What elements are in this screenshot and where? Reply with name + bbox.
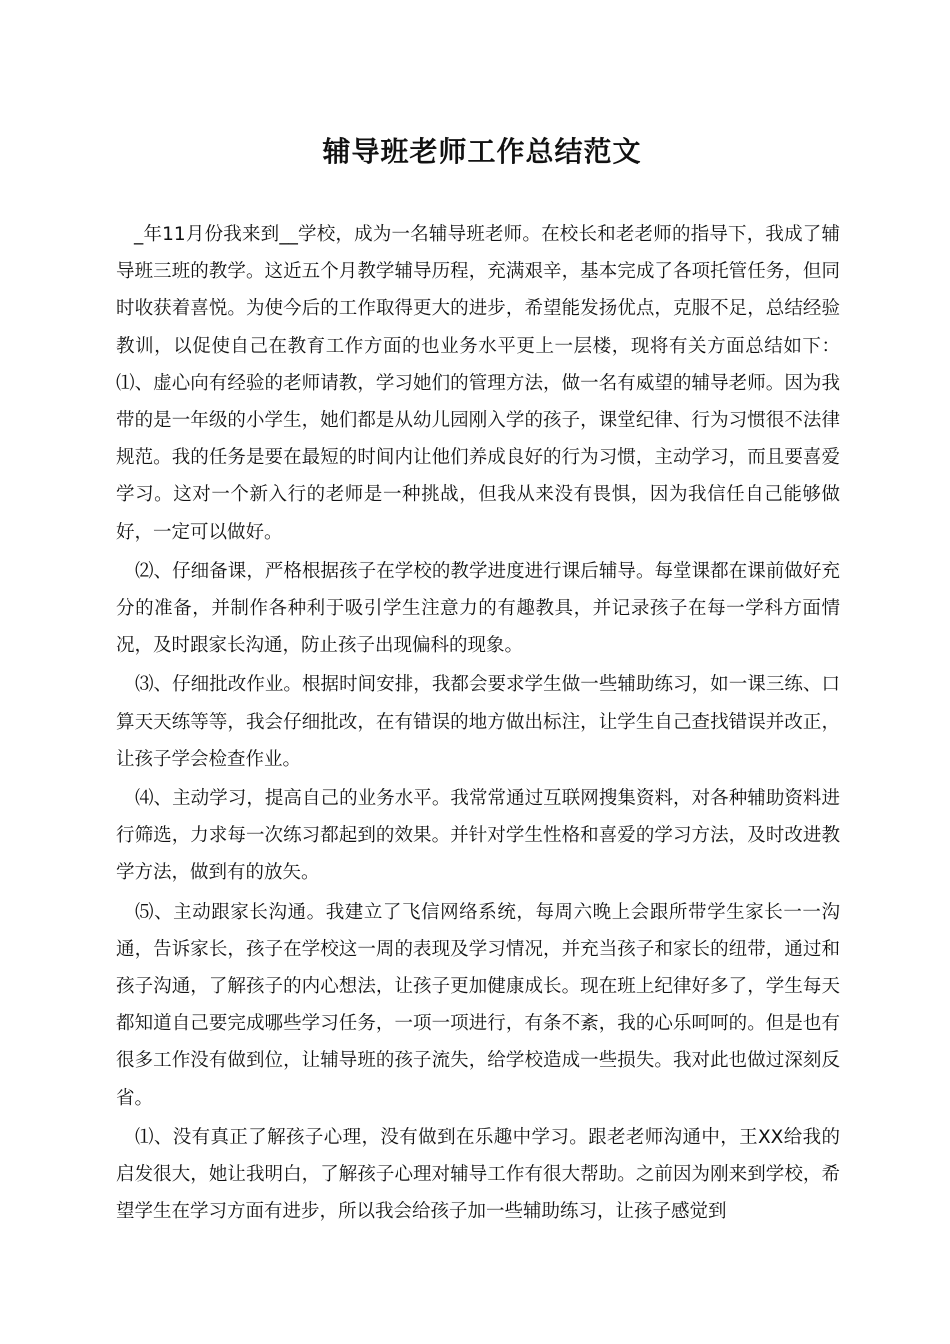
paragraph-item-3: ⑶、仔细批改作业。根据时间安排，我都会要求学生做一些辅助练习，如一课三练、口算天天练等等，我会仔细批改，在有错误的地方做出标注，让学生自己查找错误并改正，让孩子学会检查作业。 (116, 674, 840, 770)
paragraph-intro: _年11月份我来到__学校，成为一名辅导班老师。在校长和老老师的指导下，我成了辅导班三班的教学。这近五个月教学辅导历程，充满艰辛，基本完成了各项托管任务，但同时收获着喜悦。为使今后的工作取得更大的进步，希望能发扬优点，克服不足，总结经验教训，以促使自己在教育工作方面的也业务水平更上一层楼，现将有关方面总结如下：⑴、虚心向有经验的老师请教，学习她们的管理方法，做一名有威望的辅导老师。因为我带的是一年级的小学生，她们都是从幼儿园刚入学的孩子，课堂纪律、行为习惯很不法律规范。我的任务是要在最短的时间内让他们养成良好的行为习惯，主动学习，而且要喜爱学习。这对一个新入行的老师是一种挑战，但我从来没有畏惧，因为我信任自己能够做好，一定可以做好。 (116, 224, 840, 543)
paragraph-item-2: ⑵、仔细备课，严格根据孩子在学校的教学进度进行课后辅导。每堂课都在课前做好充分的准备，并制作各种利于吸引学生注意力的有趣教具，并记录孩子在每一学科方面情况，及时跟家长沟通，防止孩子出现偏科的现象。 (116, 560, 840, 657)
document-body (116, 216, 840, 1230)
paragraph-item-4: ⑷、主动学习，提高自己的业务水平。我常常通过互联网搜集资料，对各种辅助资料进行筛选，力求每一次练习都起到的效果。并针对学生性格和喜爱的学习方法，及时改进教学方法，做到有的放矢。 (116, 788, 840, 884)
paragraph-item-5: ⑸、主动跟家长沟通。我建立了飞信网络系统，每周六晚上会跟所带学生家长一一沟通，告诉家长，孩子在学校这一周的表现及学习情况，并充当孩子和家长的纽带，通过和孩子沟通，了解孩子的内心想法，让孩子更加健康成长。现在班上纪律好多了，学生每天都知道自己要完成哪些学习任务，一项一项进行，有条不紊，我的心乐呵呵的。但是也有很多工作没有做到位，让辅导班的孩子流失，给学校造成一些损失。我对此也做过深刻反省。 (116, 901, 840, 1109)
document-title: 辅导班老师工作总结范文 (322, 135, 642, 168)
paragraph-reflection-1: ⑴、没有真正了解孩子心理，没有做到在乐趣中学习。跟老老师沟通中，王XX给我的启发很大，她让我明白，了解孩子心理对辅导工作有很大帮助。之前因为刚来到学校，希望学生在学习方面有进步，所以我会给孩子加一些辅助练习，让孩子感觉到 (116, 1126, 840, 1223)
